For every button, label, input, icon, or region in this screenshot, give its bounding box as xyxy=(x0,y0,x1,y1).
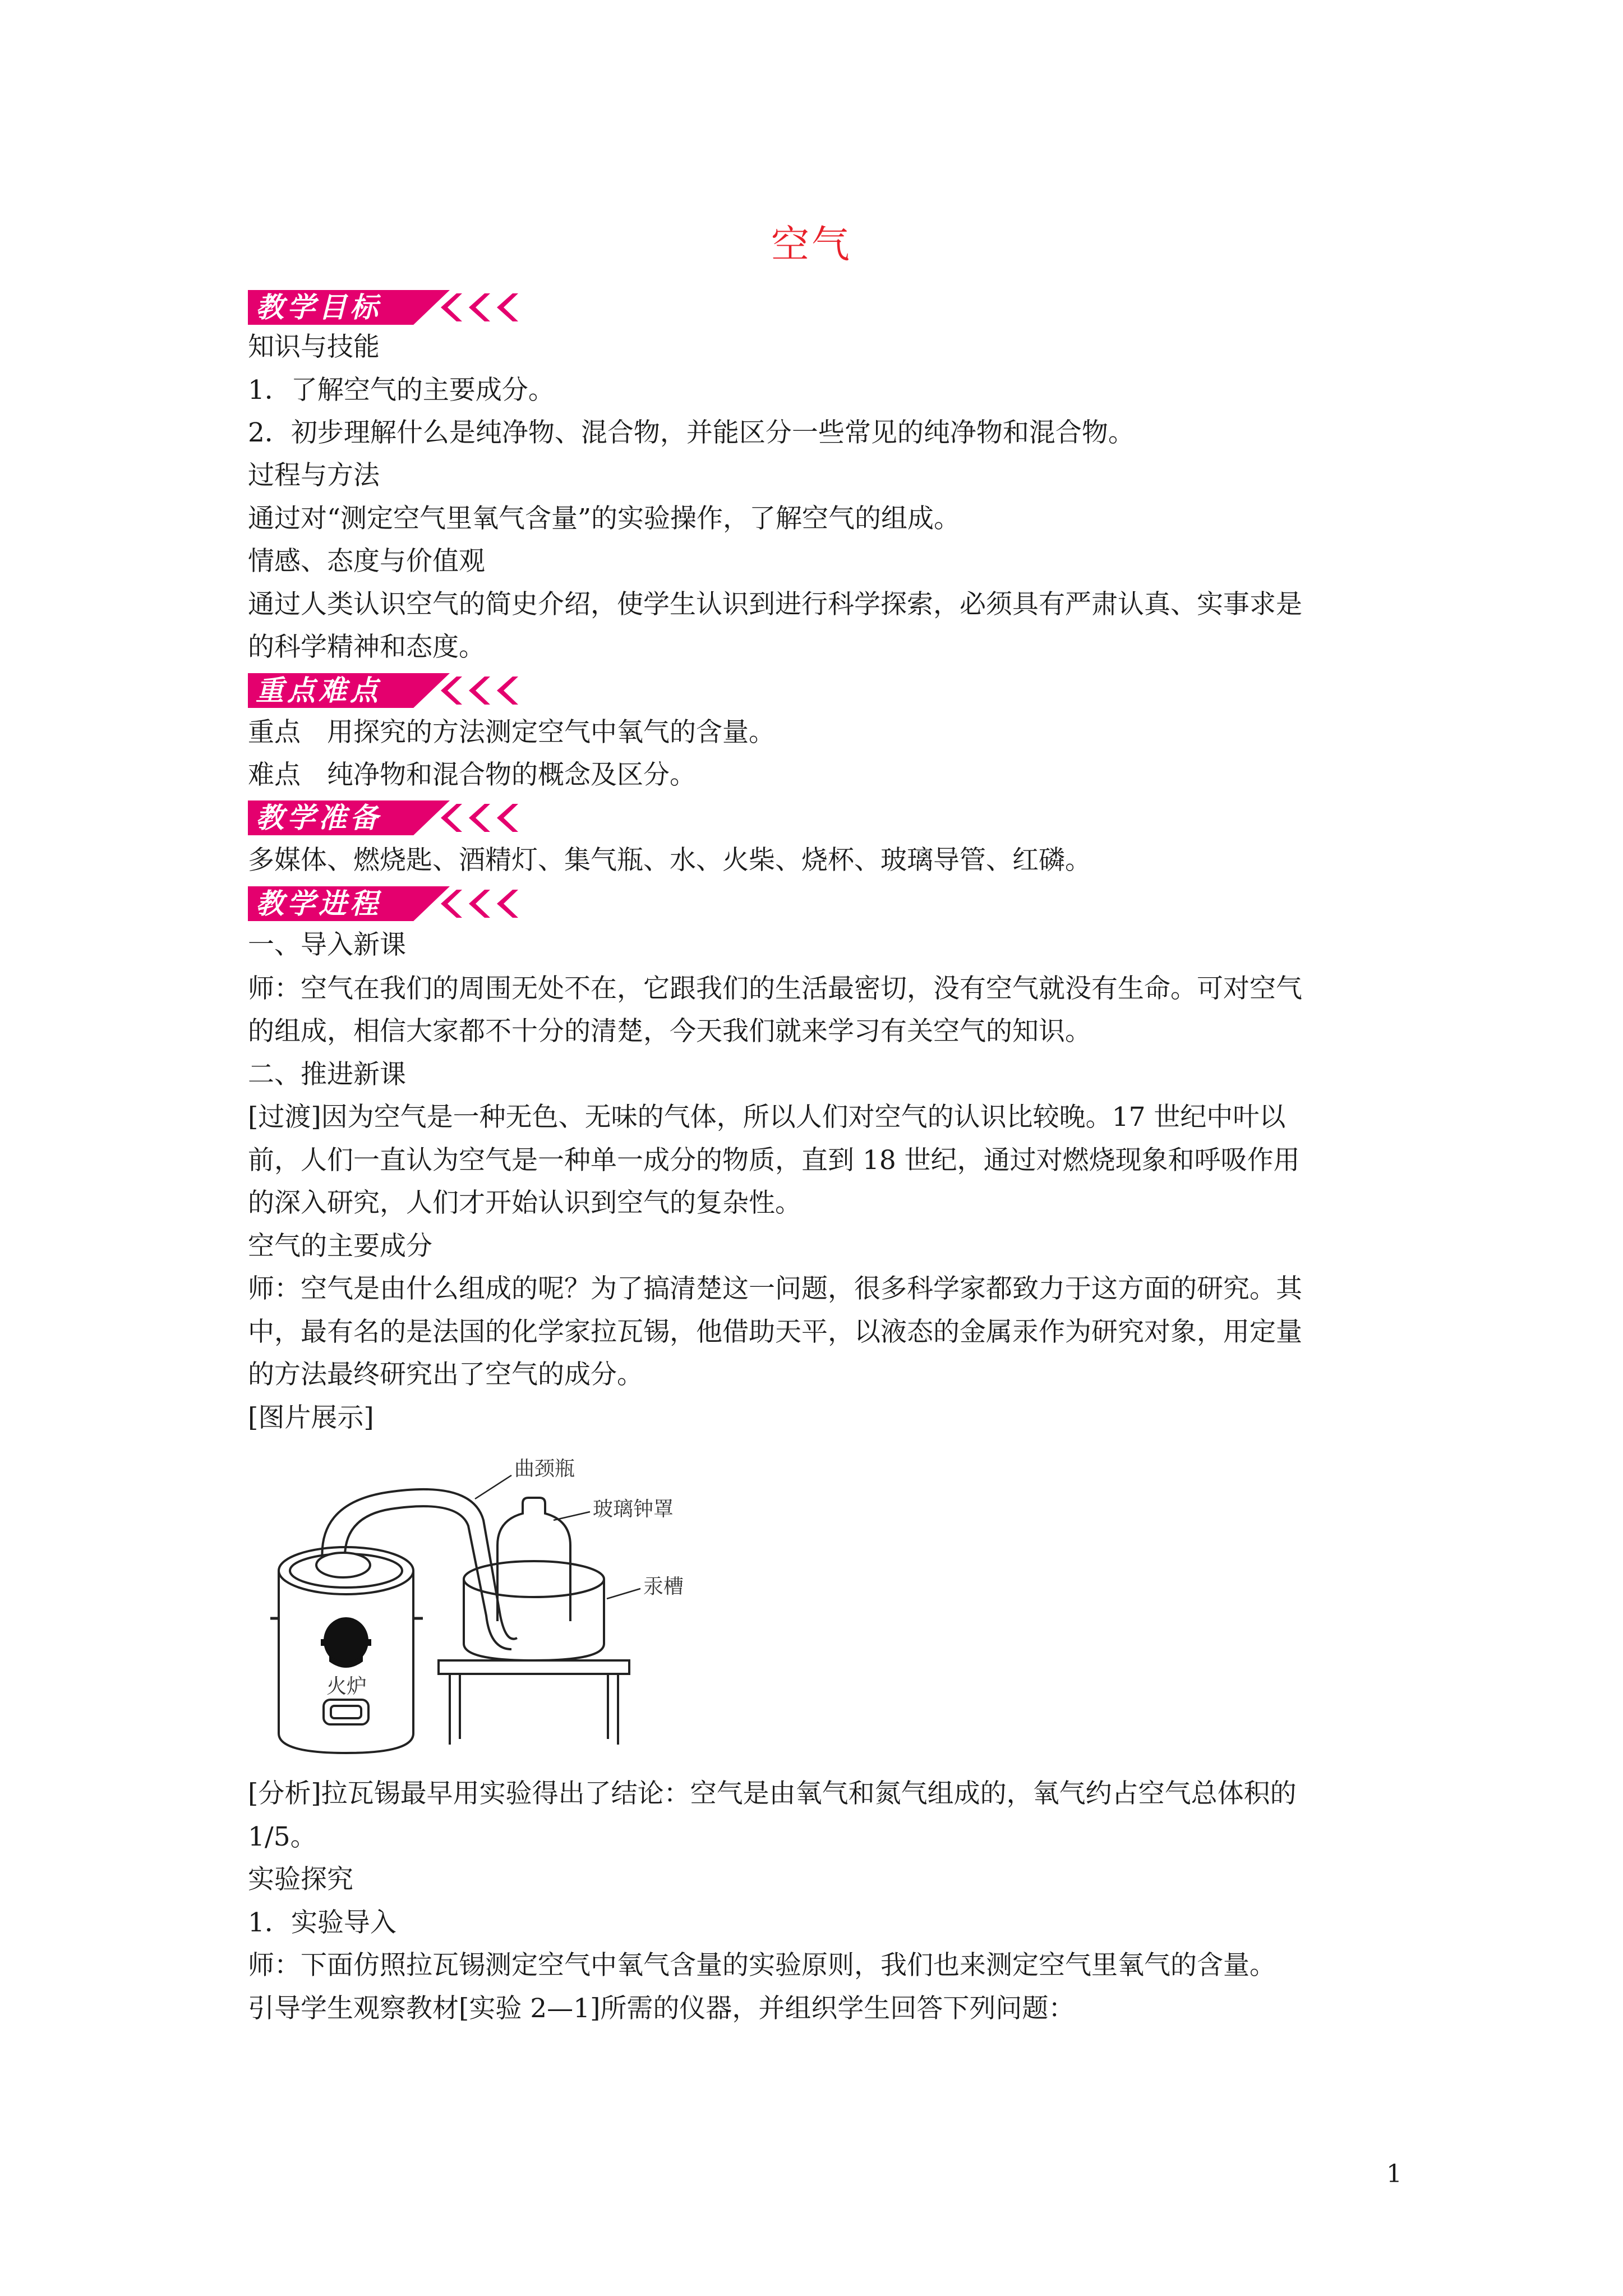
line-intro-text-1: 师：空气在我们的周围无处不在，它跟我们的生活最密切，没有空气就没有生命。可对空气 xyxy=(248,973,1302,1004)
banner-label: 重点难点 xyxy=(256,674,381,707)
section-banner-keypoints xyxy=(248,672,540,709)
page-title: 空气 xyxy=(771,223,852,267)
banner-label: 教学准备 xyxy=(256,802,381,834)
line-knowledge-heading: 知识与技能 xyxy=(248,332,380,362)
line-transition-3: 的深入研究，人们才开始认识到空气的复杂性。 xyxy=(248,1188,801,1218)
page-number: 1 xyxy=(1386,2160,1402,2188)
triple-chevron-icon xyxy=(433,291,534,324)
triple-chevron-icon xyxy=(433,887,534,920)
line-objective-1: 1．了解空气的主要成分。 xyxy=(248,375,555,406)
line-intro-text-2: 的组成，相信大家都不十分的清楚，今天我们就来学习有关空气的知识。 xyxy=(248,1016,1091,1047)
line-attitude-text-2: 的科学精神和态度。 xyxy=(248,632,485,662)
line-experiment-intro: 1．实验导入 xyxy=(248,1907,396,1938)
line-composition-2: 中，最有名的是法国的化学家拉瓦锡，他借助天平，以液态的金属汞作为研究对象，用定量 xyxy=(248,1317,1302,1347)
section-banner-objectives xyxy=(248,289,540,326)
line-composition-1: 师：空气是由什么组成的呢？为了搞清楚这一问题，很多科学家都致力于这方面的研究。其 xyxy=(248,1273,1302,1304)
apparatus-drawing xyxy=(248,1458,837,1773)
lavoisier-apparatus-figure xyxy=(248,1458,837,1773)
line-attitude-heading: 情感、态度与价值观 xyxy=(248,546,485,577)
line-experiment-text-2: 引导学生观察教材[实验 2—1]所需的仪器，并组织学生回答下列问题： xyxy=(248,1993,1075,2024)
line-experiment-text-1: 师：下面仿照拉瓦锡测定空气中氧气含量的实验原则，我们也来测定空气里氧气的含量。 xyxy=(248,1950,1276,1981)
banner-label: 教学进程 xyxy=(256,887,381,920)
line-process-text: 通过对“测定空气里氧气含量”的实验操作，了解空气的组成。 xyxy=(248,503,961,534)
line-objective-2: 2．初步理解什么是纯净物、混合物，并能区分一些常见的纯净物和混合物。 xyxy=(248,417,1135,448)
line-transition-2: 前，人们一直认为空气是一种单一成分的物质，直到 18 世纪，通过对燃烧现象和呼吸作用 xyxy=(248,1145,1300,1176)
section-banner-preparation xyxy=(248,799,540,836)
line-intro-heading: 一、导入新课 xyxy=(248,930,406,960)
line-advance-heading: 二、推进新课 xyxy=(248,1059,406,1090)
line-composition-3: 的方法最终研究出了空气的成分。 xyxy=(248,1359,643,1390)
line-analysis-2: 1/5。 xyxy=(248,1821,317,1852)
label-bell-jar: 玻璃钟罩 xyxy=(593,1498,674,1520)
line-experiment-heading: 实验探究 xyxy=(248,1864,353,1895)
line-process-heading: 过程与方法 xyxy=(248,460,380,491)
section-banner-process xyxy=(248,885,540,922)
triple-chevron-icon xyxy=(433,802,534,834)
line-picture-label: [图片展示] xyxy=(248,1402,374,1433)
line-keypoint: 重点 用探究的方法测定空气中氧气的含量。 xyxy=(248,717,775,748)
line-transition-1: [过渡]因为空气是一种无色、无味的气体，所以人们对空气的认识比较晚。17 世纪中叶以 xyxy=(248,1102,1286,1133)
label-flask: 曲颈瓶 xyxy=(514,1458,575,1480)
line-attitude-text-1: 通过人类认识空气的简史介绍，使学生认识到进行科学探索，必须具有严肃认真、实事求是 xyxy=(248,589,1302,620)
line-analysis-1: [分析]拉瓦锡最早用实验得出了结论：空气是由氧气和氮气组成的，氧气约占空气总体积的 xyxy=(248,1778,1297,1809)
line-materials: 多媒体、燃烧匙、酒精灯、集气瓶、水、火柴、烧杯、玻璃导管、红磷。 xyxy=(248,845,1091,876)
label-trough: 汞槽 xyxy=(643,1575,684,1598)
triple-chevron-icon xyxy=(433,674,534,707)
banner-label: 教学目标 xyxy=(256,291,381,324)
line-difficulty: 难点 纯净物和混合物的概念及区分。 xyxy=(248,760,696,790)
line-composition-heading: 空气的主要成分 xyxy=(248,1231,432,1262)
label-furnace: 火炉 xyxy=(326,1675,367,1697)
